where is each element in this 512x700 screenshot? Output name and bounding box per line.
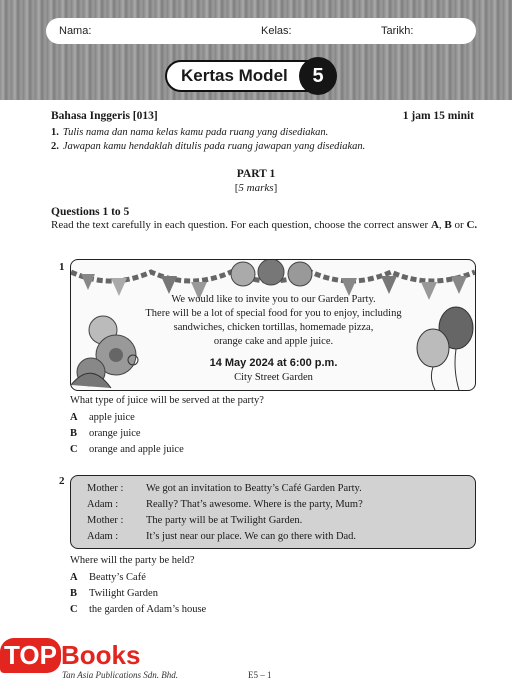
dialogue-box bbox=[70, 475, 476, 549]
question-2-number: 2 bbox=[59, 475, 65, 487]
topbooks-logo: TOP Books bbox=[0, 638, 140, 673]
dialogue-line: Adam : Really? That’s awesome. Where is the party, Mum? bbox=[87, 499, 363, 510]
invitation-venue: City Street Garden bbox=[234, 372, 313, 383]
paper-title-text: Kertas Model bbox=[181, 66, 288, 85]
paper-title bbox=[165, 60, 329, 92]
question-1-option-b[interactable]: B orange juice bbox=[70, 428, 141, 439]
part-marks: [5 marks] bbox=[234, 182, 278, 194]
dialogue-line: Mother : The party will be at Twilight Garden. bbox=[87, 515, 303, 526]
invitation-date: 14 May 2024 at 6:00 p.m. bbox=[209, 357, 338, 369]
questions-heading: Questions 1 to 5 bbox=[51, 206, 130, 218]
instruction-1 bbox=[51, 127, 328, 138]
dialogue-line: Mother : We got an invitation to Beatty’s Café Garden Party. bbox=[87, 483, 362, 494]
question-2-option-c[interactable]: C the garden of Adam’s house bbox=[70, 604, 207, 615]
paper-number-badge: 5 bbox=[299, 57, 337, 95]
nama-label: Nama: bbox=[59, 25, 92, 37]
question-2-option-a[interactable]: A Beatty’s Café bbox=[70, 572, 146, 583]
dialogue-line: Adam : It’s just near our place. We can go there with Dad. bbox=[87, 531, 357, 542]
invitation-card bbox=[70, 259, 476, 391]
question-1-option-c[interactable]: C orange and apple juice bbox=[70, 444, 184, 455]
question-2-text: Where will the party be held? bbox=[70, 555, 195, 566]
publisher-name: Tan Asia Publications Sdn. Bhd. bbox=[62, 670, 179, 680]
student-info-bar bbox=[46, 18, 476, 44]
invitation-text: We would like to invite you to our Garden Party. There will be a lot of special food for you to enjoy, including sandwiches, chicken tortillas, homemade pizza, orange cake and apple juice. bbox=[145, 294, 402, 347]
question-1-text: What type of juice will be served at the party? bbox=[70, 395, 264, 406]
kelas-label: Kelas: bbox=[261, 25, 292, 37]
instruction-2-text: Jawapan kamu hendaklah ditulis pada ruang jawapan yang disediakan. bbox=[62, 141, 366, 152]
instruction-2 bbox=[51, 141, 365, 152]
part-title: PART 1 bbox=[236, 168, 276, 180]
page-number: E5 – 1 bbox=[248, 670, 272, 680]
questions-instruction: Read the text carefully in each question. For each question, choose the correct answer A, B or C. bbox=[51, 219, 478, 231]
instruction-2-num: 2. bbox=[51, 141, 59, 152]
question-2-option-b[interactable]: B Twilight Garden bbox=[70, 588, 158, 599]
question-1-option-a[interactable]: A apple juice bbox=[70, 412, 135, 423]
question-1-number: 1 bbox=[59, 261, 65, 273]
instruction-1-num: 1. bbox=[51, 127, 59, 138]
subject-code: Bahasa Inggeris [013] bbox=[51, 110, 158, 122]
duration: 1 jam 15 minit bbox=[402, 110, 474, 122]
tarikh-label: Tarikh: bbox=[381, 25, 414, 37]
instruction-1-text: Tulis nama dan nama kelas kamu pada ruang yang disediakan. bbox=[62, 127, 329, 138]
